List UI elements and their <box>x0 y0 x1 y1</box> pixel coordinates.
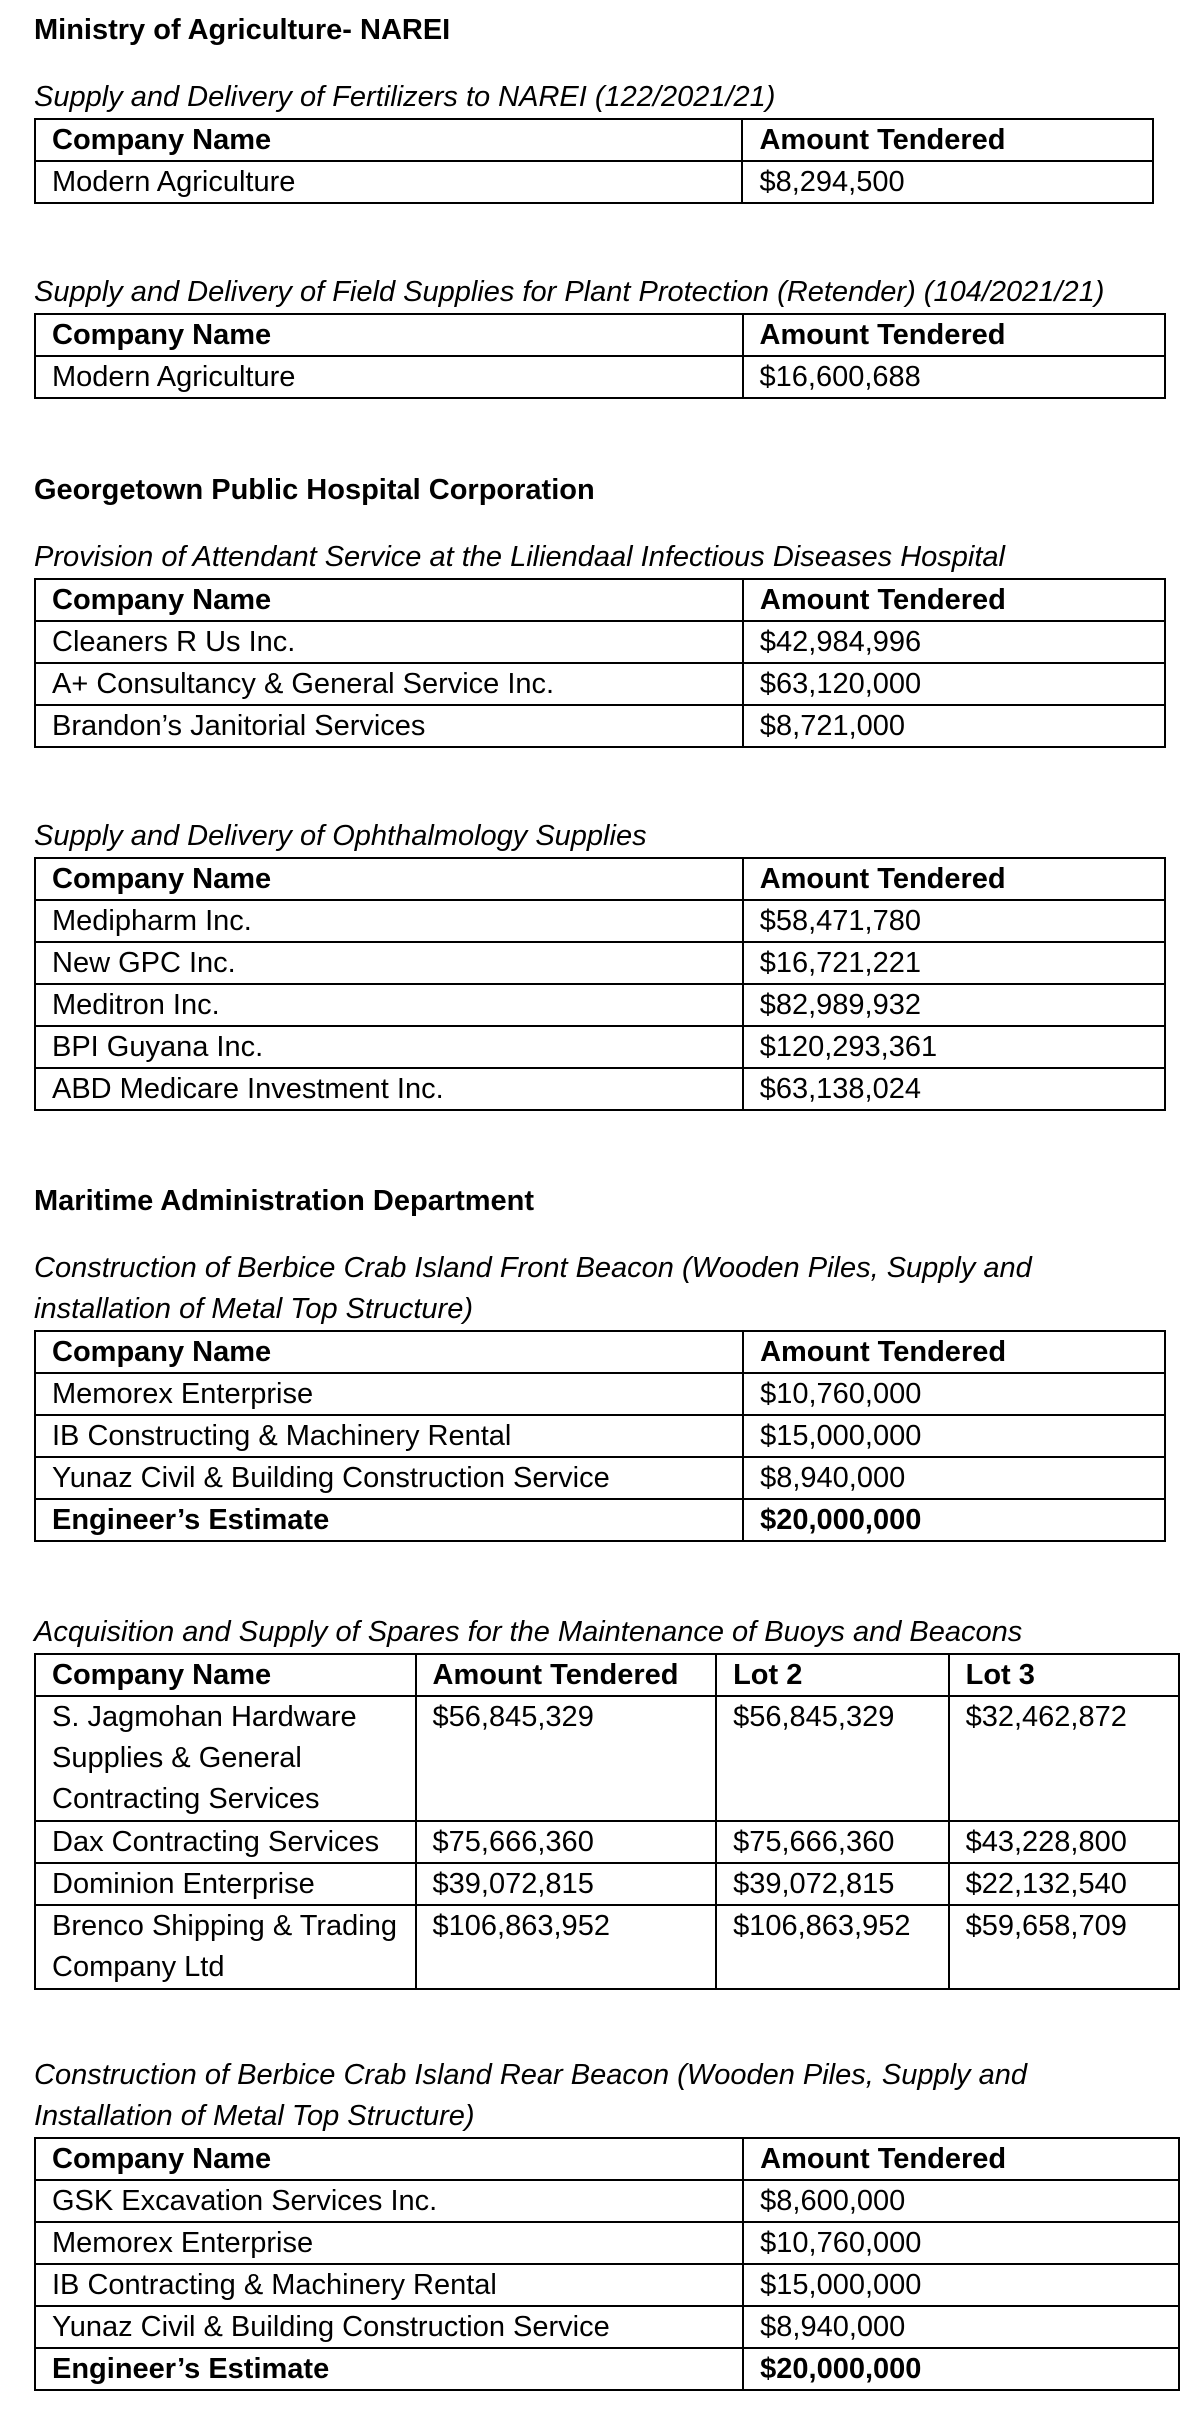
amount-tendered: $15,000,000 <box>743 1415 1165 1457</box>
tender-title: Construction of Berbice Crab Island Rear Beacon (Wooden Piles, Supply and Installation of Metal Top Structure) <box>34 2059 1027 2132</box>
table-header-row <box>35 2138 1179 2180</box>
company-name: IB Constructing & Machinery Rental <box>35 1415 743 1457</box>
tender-title: Construction of Berbice Crab Island Front Beacon (Wooden Piles, Supply and installation of Metal Top Structure) <box>34 1252 1032 1325</box>
column-header: Amount Tendered <box>743 858 1165 900</box>
estimate-amount: $20,000,000 <box>743 2348 1179 2390</box>
tender-title: Supply and Delivery of Field Supplies for Plant Protection (Retender) (104/2021/21) <box>34 276 1105 308</box>
tender-table <box>34 2137 1180 2391</box>
amount-tendered: $16,600,688 <box>743 356 1165 398</box>
company-name: Modern Agriculture <box>35 161 742 203</box>
table-row <box>35 2180 1179 2222</box>
table-row <box>35 1457 1165 1499</box>
table-header-row <box>35 119 1153 161</box>
table-row <box>35 1026 1165 1068</box>
table-header-row <box>35 1654 1179 1696</box>
column-header: Amount Tendered <box>743 2138 1179 2180</box>
amount-tendered: $8,940,000 <box>743 1457 1165 1499</box>
tender-title: Supply and Delivery of Fertilizers to NAREI (122/2021/21) <box>34 81 776 113</box>
table-row <box>35 1696 1179 1821</box>
company-name: Dax Contracting Services <box>35 1821 416 1863</box>
tender-table <box>34 857 1166 1111</box>
table-row <box>35 1905 1179 1989</box>
tender-table <box>34 313 1166 399</box>
table-row <box>35 161 1153 203</box>
lot-2-amount: $75,666,360 <box>716 1821 949 1863</box>
company-name: S. Jagmohan Hardware Supplies & General Contracting Services <box>35 1696 416 1821</box>
table-row <box>35 2222 1179 2264</box>
company-name: Memorex Enterprise <box>35 2222 743 2264</box>
lot-3-amount: $22,132,540 <box>949 1863 1179 1905</box>
amount-tendered: $120,293,361 <box>743 1026 1165 1068</box>
table-header-row <box>35 1331 1165 1373</box>
column-header: Lot 2 <box>716 1654 949 1696</box>
amount-tendered: $8,600,000 <box>743 2180 1179 2222</box>
company-name: Brenco Shipping & Trading Company Ltd <box>35 1905 416 1989</box>
company-name: Meditron Inc. <box>35 984 743 1026</box>
company-name: Dominion Enterprise <box>35 1863 416 1905</box>
column-header: Amount Tendered <box>743 1331 1165 1373</box>
column-header: Amount Tendered <box>743 579 1165 621</box>
amount-tendered: $56,845,329 <box>416 1696 717 1821</box>
company-name: Cleaners R Us Inc. <box>35 621 743 663</box>
tender-title: Supply and Delivery of Ophthalmology Supplies <box>34 820 647 852</box>
column-header: Company Name <box>35 1331 743 1373</box>
lot-3-amount: $59,658,709 <box>949 1905 1179 1989</box>
amount-tendered: $63,138,024 <box>743 1068 1165 1110</box>
lot-2-amount: $39,072,815 <box>716 1863 949 1905</box>
amount-tendered: $10,760,000 <box>743 1373 1165 1415</box>
table-row <box>35 1415 1165 1457</box>
column-header: Company Name <box>35 858 743 900</box>
table-row <box>35 900 1165 942</box>
company-name: A+ Consultancy & General Service Inc. <box>35 663 743 705</box>
estimate-label: Engineer’s Estimate <box>35 2348 743 2390</box>
lot-2-amount: $56,845,329 <box>716 1696 949 1821</box>
amount-tendered: $106,863,952 <box>416 1905 717 1989</box>
estimate-label: Engineer’s Estimate <box>35 1499 743 1541</box>
table-header-row <box>35 314 1165 356</box>
amount-tendered: $58,471,780 <box>743 900 1165 942</box>
amount-tendered: $8,294,500 <box>742 161 1153 203</box>
amount-tendered: $15,000,000 <box>743 2264 1179 2306</box>
section-heading: Maritime Administration Department <box>34 1185 535 1217</box>
amount-tendered: $82,989,932 <box>743 984 1165 1026</box>
amount-tendered: $16,721,221 <box>743 942 1165 984</box>
tender-title: Provision of Attendant Service at the Liliendaal Infectious Diseases Hospital <box>34 541 1005 573</box>
column-header: Company Name <box>35 2138 743 2180</box>
table-row <box>35 621 1165 663</box>
amount-tendered: $39,072,815 <box>416 1863 717 1905</box>
lot-3-amount: $43,228,800 <box>949 1821 1179 1863</box>
company-name: New GPC Inc. <box>35 942 743 984</box>
section-heading: Ministry of Agriculture- NAREI <box>34 14 451 46</box>
lot-2-amount: $106,863,952 <box>716 1905 949 1989</box>
table-row <box>35 2264 1179 2306</box>
table-header-row <box>35 579 1165 621</box>
engineers-estimate-row <box>35 2348 1179 2390</box>
table-row <box>35 984 1165 1026</box>
company-name: BPI Guyana Inc. <box>35 1026 743 1068</box>
table-row <box>35 1821 1179 1863</box>
tender-table <box>34 118 1154 204</box>
table-row <box>35 663 1165 705</box>
column-header: Company Name <box>35 314 743 356</box>
column-header: Lot 3 <box>949 1654 1179 1696</box>
company-name: GSK Excavation Services Inc. <box>35 2180 743 2222</box>
table-row <box>35 356 1165 398</box>
engineers-estimate-row <box>35 1499 1165 1541</box>
table-row <box>35 942 1165 984</box>
column-header: Amount Tendered <box>742 119 1153 161</box>
company-name: Memorex Enterprise <box>35 1373 743 1415</box>
table-header-row <box>35 858 1165 900</box>
amount-tendered: $75,666,360 <box>416 1821 717 1863</box>
section-heading: Georgetown Public Hospital Corporation <box>34 474 595 506</box>
column-header: Company Name <box>35 579 743 621</box>
column-header: Amount Tendered <box>416 1654 717 1696</box>
amount-tendered: $42,984,996 <box>743 621 1165 663</box>
tender-table <box>34 1653 1180 1990</box>
amount-tendered: $63,120,000 <box>743 663 1165 705</box>
column-header: Company Name <box>35 119 742 161</box>
company-name: Yunaz Civil & Building Construction Service <box>35 1457 743 1499</box>
lot-3-amount: $32,462,872 <box>949 1696 1179 1821</box>
tender-title: Acquisition and Supply of Spares for the Maintenance of Buoys and Beacons <box>34 1616 1023 1648</box>
table-row <box>35 1068 1165 1110</box>
estimate-amount: $20,000,000 <box>743 1499 1165 1541</box>
company-name: IB Contracting & Machinery Rental <box>35 2264 743 2306</box>
tender-table <box>34 1330 1166 1542</box>
tender-table <box>34 578 1166 748</box>
amount-tendered: $8,940,000 <box>743 2306 1179 2348</box>
company-name: Brandon’s Janitorial Services <box>35 705 743 747</box>
table-row <box>35 2306 1179 2348</box>
amount-tendered: $10,760,000 <box>743 2222 1179 2264</box>
table-row <box>35 705 1165 747</box>
company-name: ABD Medicare Investment Inc. <box>35 1068 743 1110</box>
company-name: Yunaz Civil & Building Construction Service <box>35 2306 743 2348</box>
amount-tendered: $8,721,000 <box>743 705 1165 747</box>
company-name: Medipharm Inc. <box>35 900 743 942</box>
table-row <box>35 1373 1165 1415</box>
table-row <box>35 1863 1179 1905</box>
company-name: Modern Agriculture <box>35 356 743 398</box>
column-header: Amount Tendered <box>743 314 1165 356</box>
column-header: Company Name <box>35 1654 416 1696</box>
